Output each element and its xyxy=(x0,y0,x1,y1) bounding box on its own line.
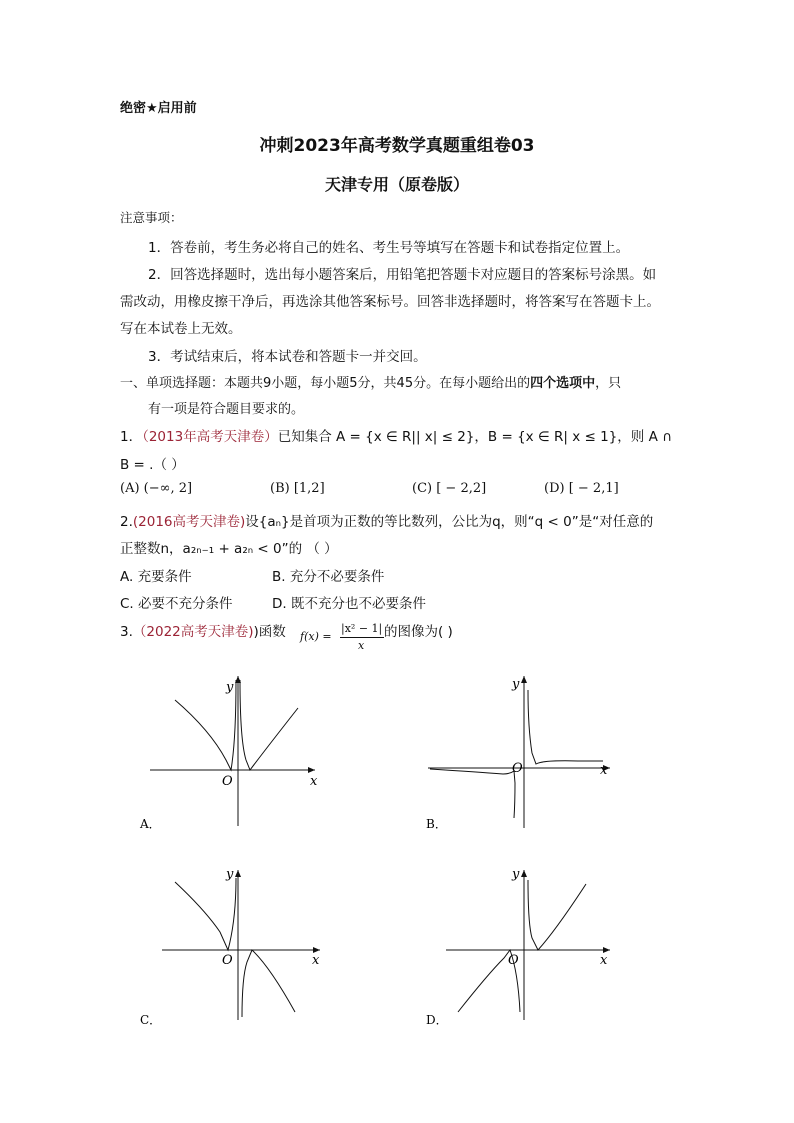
question-1-stem-line-2: B = .（ ） xyxy=(120,457,185,473)
question-1-number: 1． xyxy=(120,429,143,445)
curve-right xyxy=(528,690,603,764)
question-2-source: (2016高考天津卷) xyxy=(132,514,246,530)
y-label: y xyxy=(226,867,234,882)
y-axis-arrow xyxy=(235,870,241,877)
curve-left xyxy=(175,878,236,950)
notice-item-2-line-2: 需改动，用橡皮擦干净后，再选涂其他答案标号。回答非选择题时，将答案写在答题卡上。 xyxy=(120,294,660,310)
graph-c xyxy=(130,862,330,1032)
question-1-stem-line-1 xyxy=(120,425,672,445)
fraction-bar xyxy=(340,637,384,638)
x-label: x xyxy=(312,953,320,968)
question-1-option-c: (C) [ − 2,2] xyxy=(412,481,487,496)
origin-label: O xyxy=(512,761,523,776)
section-1-prefix: 一、单项选择题：本题共9小题，每小题5分，共45分。在每小题给出的 xyxy=(120,376,531,391)
page-subtitle: 天津专用（原卷版） xyxy=(324,175,469,194)
question-3-source: （2022高考天津卷) xyxy=(132,624,254,640)
graph-a xyxy=(130,668,330,838)
graph-b xyxy=(418,668,618,838)
question-3-stem-prefix: )函数 xyxy=(253,624,286,640)
curve-right xyxy=(242,950,295,1017)
option-label-a: A． xyxy=(140,817,161,831)
section-1-bold: 四个选项中 xyxy=(530,376,596,391)
formula-numerator: |x² − 1| xyxy=(341,622,383,635)
formula-lhs: f(x) = xyxy=(300,630,332,643)
option-label-c: C． xyxy=(140,1013,162,1027)
question-2-option-b: B. 充分不必要条件 xyxy=(272,569,385,585)
notice-item-3: 3．考试结束后，将本试卷和答题卡一并交回。 xyxy=(148,349,427,365)
section-1-suffix: ，只 xyxy=(595,376,622,391)
question-1-option-a: (A) (−∞, 2] xyxy=(120,481,193,496)
question-3-number: 3. xyxy=(120,624,133,640)
origin-label: O xyxy=(508,953,519,968)
question-1-source: （2013年高考天津卷） xyxy=(142,429,278,445)
question-2-stem: 设{aₙ}是首项为正数的等比数列，公比为q，则“q < 0”是“对任意的 xyxy=(245,514,654,530)
curve-left xyxy=(430,769,515,818)
y-label: y xyxy=(512,867,520,882)
question-1-option-b: (B) [1,2] xyxy=(270,481,325,496)
page-title: 冲刺2023年高考数学真题重组卷03 xyxy=(259,136,535,156)
question-2-stem-line-2: 正整数n，a₂ₙ₋₁ + a₂ₙ < 0”的 （ ） xyxy=(120,541,338,557)
question-2-option-a: A. 充要条件 xyxy=(120,569,192,585)
origin-label: O xyxy=(222,774,233,789)
notice-item-2-line-1: 2．回答选择题时，选出每小题答案后，用铅笔把答题卡对应题目的答案标号涂黑。如 xyxy=(148,267,657,283)
question-1-option-d: (D) [ − 2,1] xyxy=(544,481,619,496)
x-axis-arrow xyxy=(308,767,315,773)
question-2-option-d: D. 既不充分也不必要条件 xyxy=(272,596,426,612)
x-label: x xyxy=(600,763,608,778)
x-label: x xyxy=(600,953,608,968)
y-axis-arrow xyxy=(521,870,527,877)
question-2-number: 2. xyxy=(120,514,133,530)
option-label-d: D． xyxy=(426,1013,448,1027)
option-label-b: B． xyxy=(426,817,447,831)
curve-right xyxy=(528,880,586,950)
question-1-stem: 已知集合 A = {x ∈ R|| x| ≤ 2}，B = {x ∈ R| x ≤ 1}，则 A ∩ xyxy=(277,429,672,445)
y-label: y xyxy=(226,680,234,695)
curve-right xyxy=(240,680,298,770)
formula-denominator: x xyxy=(358,639,365,652)
notice-item-2-line-3: 写在本试卷上无效。 xyxy=(120,321,242,337)
question-2-stem-line-1 xyxy=(120,510,653,530)
notice-item-1: 1．答卷前，考生务必将自己的姓名、考生号等填写在答题卡和试卷指定位置上。 xyxy=(148,240,630,256)
question-2-option-c: C. 必要不充分条件 xyxy=(120,596,233,612)
x-label: x xyxy=(310,774,318,789)
question-3-stem xyxy=(120,620,286,640)
section-1-instruction-line-2: 有一项是符合题目要求的。 xyxy=(148,402,305,417)
y-label: y xyxy=(512,677,520,692)
y-axis-arrow xyxy=(521,676,527,683)
notice-heading: 注意事项： xyxy=(120,210,183,225)
section-1-instruction-line-1 xyxy=(120,372,621,391)
confidential-mark: 绝密★启用前 xyxy=(120,101,197,116)
origin-label: O xyxy=(222,953,233,968)
question-3-stem-suffix: 的图像为( ) xyxy=(384,624,453,640)
graph-d xyxy=(418,862,618,1032)
